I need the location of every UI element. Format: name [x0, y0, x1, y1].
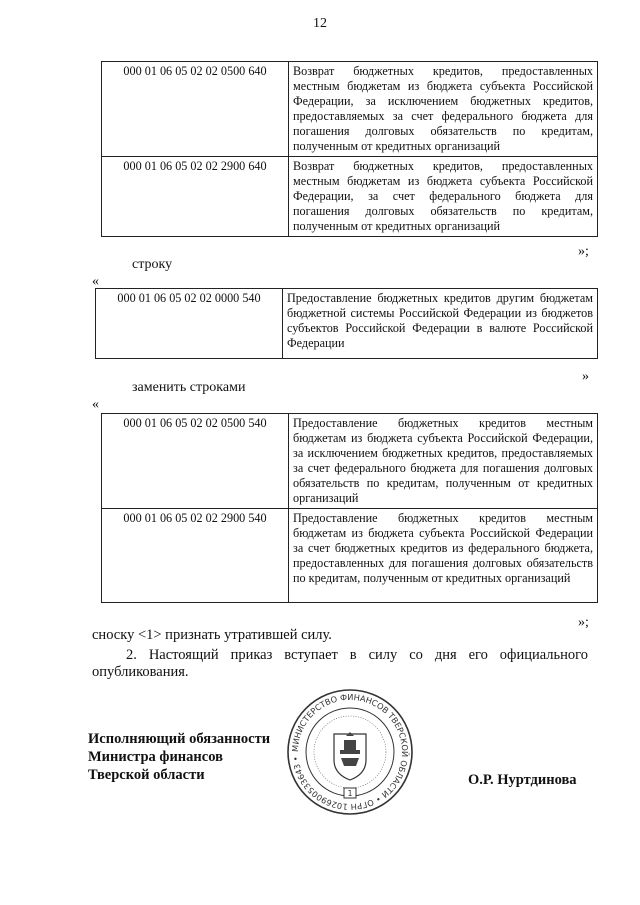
table-returns: [101, 61, 598, 237]
table-row: [96, 289, 598, 359]
signatory-title-line: Министра финансов: [88, 749, 223, 765]
budget-description: Возврат бюджетных кредитов, предоставленных местным бюджетам из бюджета субъекта Российской Федерации, за счет федерального бюджета для погашения долговых обязательств по кредитам, полученным от кредитных организаций: [289, 157, 598, 237]
table-provide-new: [101, 413, 598, 603]
opening-quote: «: [92, 397, 99, 412]
budget-description: Предоставление бюджетных кредитов местным бюджетам из бюджета субъекта Российской Федерации, за исключением бюджетных кредитов, предоставляемых за счет федерального бюджета для погашения долговых обязательств по кредитам, полученным от кредитных организаций: [289, 414, 598, 509]
footnote-clause: сноску <1> признать утратившей силу.: [92, 627, 332, 643]
budget-code: 000 01 06 05 02 02 2900 640: [102, 157, 289, 237]
budget-description: Предоставление бюджетных кредитов другим бюджетам бюджетной системы Российской Федерации из бюджетов субъектов Российской Федерации в валюте Российской Федерации: [283, 289, 598, 359]
official-seal-icon: [286, 688, 414, 816]
budget-code: 000 01 06 05 02 02 0500 540: [102, 414, 289, 509]
table-row: [102, 157, 598, 237]
opening-quote: «: [92, 274, 99, 289]
seal-number: 1: [347, 789, 353, 798]
table-provide-old: [95, 288, 598, 359]
budget-description: Возврат бюджетных кредитов, предоставленных местным бюджетам из бюджета субъекта Российской Федерации, за исключением бюджетных кредитов, предоставляемых за счет федерального бюджета для погашения долговых обязательств по кредитам, полученным от кредитных организаций: [289, 62, 598, 157]
budget-code: 000 01 06 05 02 02 0500 640: [102, 62, 289, 157]
paragraph-effective-date: 2. Настоящий приказ вступает в силу со дня его официального опубликования.: [92, 647, 588, 680]
label-replace: заменить строками: [132, 380, 246, 395]
signatory-title-line: Тверской области: [88, 767, 205, 783]
table-row: [102, 414, 598, 509]
closing-quote: »;: [578, 244, 589, 259]
budget-description: Предоставление бюджетных кредитов местным бюджетам из бюджета субъекта Российской Федерации за счет бюджетных кредитов из федерального бюджета, предоставленных для погашения долговых обязательств по кредитам, полученным от кредитных организаций: [289, 509, 598, 603]
label-row: строку: [132, 257, 173, 272]
budget-code: 000 01 06 05 02 02 0000 540: [96, 289, 283, 359]
signatory-name: О.Р. Нуртдинова: [468, 772, 577, 788]
closing-quote: »: [582, 369, 589, 384]
signatory-title: [88, 730, 270, 784]
table-row: [102, 62, 598, 157]
seal-text: МИНИСТЕРСТВО ФИНАНСОВ ТВЕРСКОЙ ОБЛАСТИ • ОГРН 1026900533643 •: [289, 691, 411, 813]
closing-quote: »;: [578, 615, 589, 630]
signatory-title-line: Исполняющий обязанности: [88, 731, 271, 747]
budget-code: 000 01 06 05 02 02 2900 540: [102, 509, 289, 603]
table-row: [102, 509, 598, 603]
page-number: 12: [313, 16, 327, 31]
